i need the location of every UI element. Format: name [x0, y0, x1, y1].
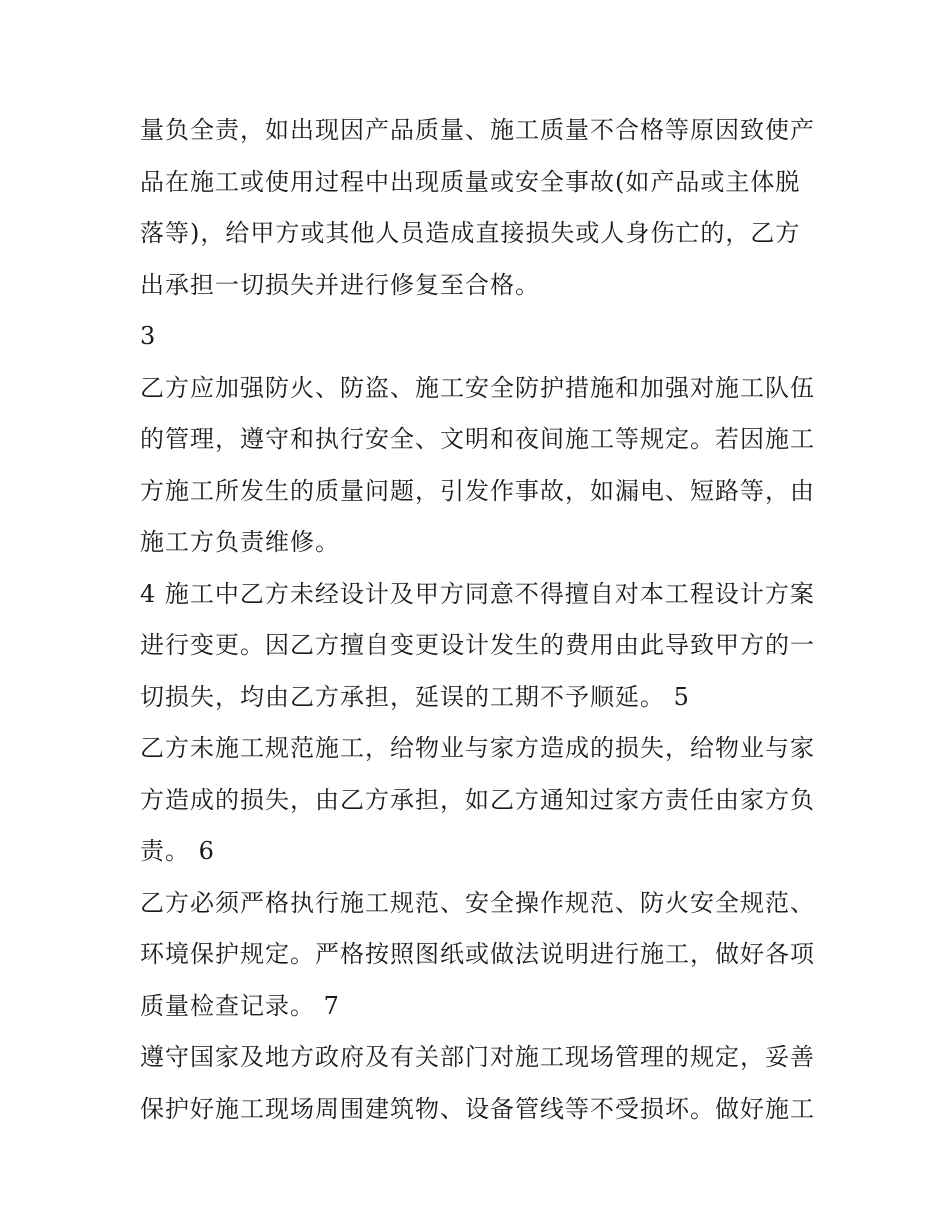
text-line: 乙方应加强防火、防盗、施工安全防护措施和加强对施工队伍: [140, 373, 815, 402]
text-line: 方施工所发生的质量问题，引发作事故，如漏电、短路等，由: [140, 476, 815, 505]
text-line: 出承担一切损失并进行修复至合格。: [140, 270, 540, 299]
text-line: 方造成的损失，由乙方承担，如乙方通知过家方责任由家方负: [140, 785, 815, 814]
text-line: 4 施工中乙方未经设计及甲方同意不得擅自对本工程设计方案: [140, 579, 815, 608]
text-line: 落等)，给甲方或其他人员造成直接损失或人身伤亡的，乙方: [140, 219, 801, 247]
clause-number: 3: [140, 322, 157, 350]
text-line: 责。 6: [140, 837, 215, 865]
text-line: 乙方未施工规范施工，给物业与家方造成的损失，给物业与家: [140, 734, 815, 762]
text-line: 进行变更。因乙方擅自变更设计发生的费用由此导致甲方的一: [140, 631, 815, 659]
text-line: 环境保护规定。严格按照图纸或做法说明进行施工，做好各项: [140, 940, 815, 968]
text-line: 品在施工或使用过程中出现质量或安全事故(如产品或主体脱: [140, 167, 801, 196]
text-line: 保护好施工现场周围建筑物、设备管线等不受损坏。做好施工: [140, 1094, 815, 1123]
text-line: 施工方负责维修。: [140, 528, 340, 556]
text-line: 遵守国家及地方政府及有关部门对施工现场管理的规定，妥善: [140, 1043, 815, 1071]
text-line: 量负全责，如出现因产品质量、施工质量不合格等原因致使产: [140, 116, 815, 144]
text-line: 切损失，均由乙方承担，延误的工期不予顺延。 5: [140, 682, 690, 711]
text-line: 质量检查记录。 7: [140, 991, 340, 1020]
text-line: 的管理，遵守和执行安全、文明和夜间施工等规定。若因施工: [140, 425, 815, 453]
text-line: 乙方必须严格执行施工规范、安全操作规范、防火安全规范、: [140, 888, 815, 917]
contract-text: [140, 105, 820, 1135]
